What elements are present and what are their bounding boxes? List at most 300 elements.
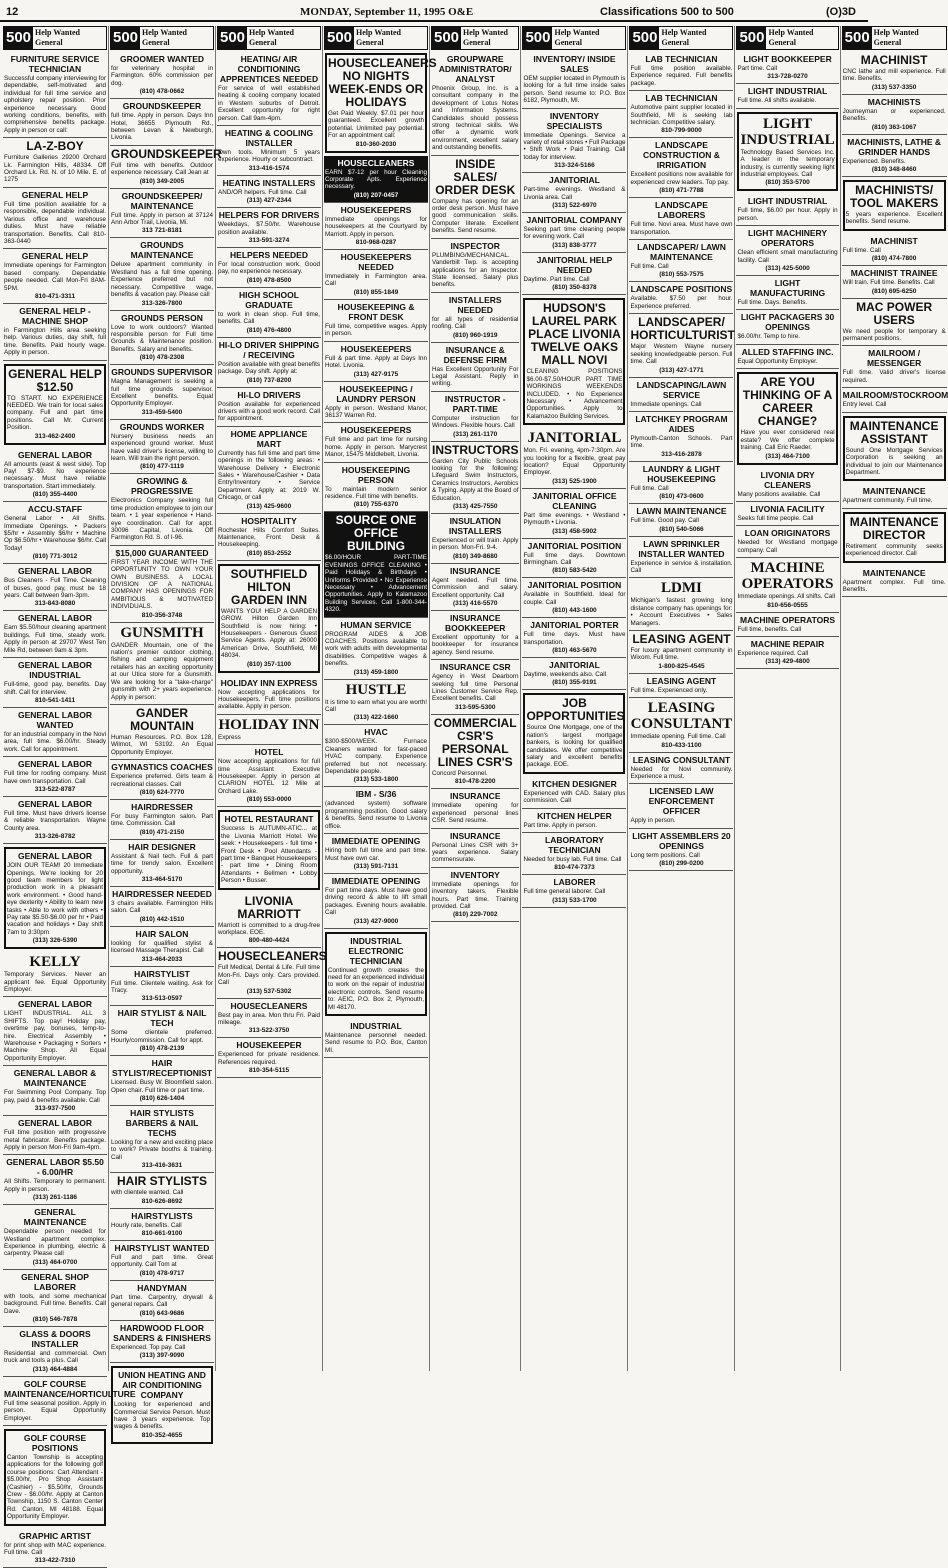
ad-title: GROUNDSKEEPER/ MAINTENANCE [121,190,203,211]
ad-body: Apply in person. [630,817,676,825]
banner-number: 500 [737,27,766,49]
ad-phone: (810) 855-1849 [353,288,399,296]
ad-phone: 313-416-3631 [141,1162,183,1170]
classified-ad [843,180,946,231]
ad-title: INSPECTOR [450,240,500,251]
ad-phone: 810-352-4655 [141,1431,183,1439]
ad-title: JANITORIAL COMPANY [526,215,623,226]
ad-title: LIGHT PACKAGERS 30 OPENINGS [740,312,835,333]
ad-title: MACHINIST [860,53,928,67]
ad-phone: (313) 838-3777 [552,241,597,249]
ad-body: Full Medical, Dental & Life. Full time Mon-Fri. Days only. Cars provided. Call [218,964,320,987]
ad-body: Full time position available for a responsible, dependable individual. Various office and warehouse duties. Must have reliable transportation. Benefits. Call 810-363-0440 [4,200,106,245]
page-header [0,6,868,22]
ad-title: GROOMER WANTED [119,54,205,64]
ad-phone: (313) 429-4800 [765,658,810,666]
ad-title: LAB TECHNICIAN [645,54,718,64]
ad-phone: (810) 546-7878 [32,1315,78,1323]
ad-title: FURNITURE SERVICE TECHNICIAN [10,54,100,74]
ad-title: MACHINE OPERATORS [740,614,836,625]
classified-ad [842,566,947,598]
ad-body: $6.00/HOUR PART-TIME EVENINGS OFFICE CLEANING • Paid Holidays & Birthdays • Uniforms Provided • No Experience Necessary • Advancement Opportunities. Apply to Kalamazoo Building Services. Call 1-800-344-4320. [325,554,427,614]
classified-ad [3,188,107,249]
ad-body: Full time seasonal position. Apply in person. Equal Opportunity Employer. [4,1399,106,1422]
classified-ad [522,489,626,539]
ad-title: HUSTLE [345,681,407,698]
ad-phone: 313-513-0597 [141,995,183,1003]
ad-title: LIGHT MANUFACTURING [750,278,826,299]
classified-ad [522,428,626,489]
classified-ad [522,173,626,213]
classified-ad [217,248,321,288]
classifications-range: Classifications 500 to 500 [600,6,734,18]
section-banner [522,26,626,50]
classified-ad [324,156,428,203]
classified-ad [110,840,214,887]
ad-title: LICENSED LAW ENFORCEMENT OFFICER [648,786,715,817]
ad-body: Long term positions. Call [630,851,700,859]
classified-ad [217,427,321,514]
classified-ad [629,378,733,412]
ad-body: Seeking part time cleaning people for evening work. Call [523,226,626,241]
ad-title: GENERAL LABOR INDUSTRIAL [18,660,92,681]
ad-title: HEATING & COOLING INSTALLER [224,128,314,149]
ad-title: INVENTORY [450,869,500,880]
classified-ad [110,887,214,927]
ad-body: Computer instruction for Windows. Flexible hours. Call [432,414,519,430]
ad-phone: (810) 478-2139 [139,1045,185,1053]
classified-ad [522,658,626,690]
ad-title: LAWN SPRINKLER INSTALLER WANTED [638,538,725,559]
ad-title: MAINTENANCE ASSISTANT [849,418,939,446]
ad-body: Apartment community. Full time. [842,497,933,505]
ad-title: HOUSEKEEPER [236,1040,302,1051]
ad-title: LEASING AGENT [646,675,717,686]
ad-title: JANITORIAL PORTER [530,620,619,631]
column-1 [2,26,136,1565]
ad-phone: (810) 626-1404 [139,1095,185,1103]
ad-body: Full and part time. Great opportunity. Call Tom at [111,1254,213,1269]
ad-body: Immediate openings for housekeepers at the Courtyard by Marriott. Apply in person. [325,215,427,238]
classified-ad [629,578,733,631]
ad-body: Full time days. Must have transportation. [523,631,626,646]
classified-ad [522,578,626,618]
ad-title: GROWING & PROGRESSIVE [131,476,193,497]
classified-ad [110,1241,214,1281]
classified-ad [3,611,107,658]
ad-phone: (810) 478-9717 [139,1269,185,1277]
ad-title: JANITORIAL HELP NEEDED [536,254,613,275]
classified-ad [3,757,107,797]
ad-title: GROUNDS PERSON [121,312,203,323]
classified-ad [629,674,733,698]
ad-title: MACHINIST TRAINEE [850,268,938,279]
ad-body: Needed for Novi community. Experience a must. [630,765,733,780]
classified-ad [842,266,947,298]
ad-title: HOUSECLEANERS [218,949,327,964]
ad-title: INSULATION INSTALLERS [448,516,502,536]
classified-ad [629,537,733,579]
classified-ad [431,156,519,239]
ad-title: JANITORIAL [549,660,600,670]
classified-ad [736,194,838,226]
classified-ad [110,420,214,475]
section-banner [431,26,519,50]
banner-number: 500 [432,27,461,49]
ad-body: Nursery business needs an experienced ground worker. Must have valid driver's license, willing to learn. Will train the right person. [111,432,213,462]
ad-body: Entry level. Call [842,401,887,409]
ad-body: Many positions available. Call [737,490,821,498]
ad-body: Full time, competitive wages. Apply in person. [325,322,427,338]
ad-title: GOLF COURSE POSITIONS [23,1433,87,1453]
ad-title: HI-LO DRIVERS [237,389,301,400]
classified-ad [629,282,733,314]
section-banner [629,26,733,50]
ad-title: MAILROOM / MESSENGER [866,348,922,369]
ad-body: For luxury apartment community in Wixom. Full time. [630,646,733,662]
ad-body: in Farmington Hills area seeking help. Various duties, day shift, full time. Benefits. Paid hourly wage. Apply in person. [4,326,106,357]
classified-ad [629,412,733,462]
classified-ad [629,784,733,828]
ad-title: HOLIDAY INN EXPRESS [220,677,318,688]
ad-body: Experience preferred. Girls team & recreational classes. Call [111,773,213,788]
ad-body: Immediate opening. Full time. Call [630,733,726,741]
classified-ad [3,1066,107,1116]
ad-title: HOUSECLEANERS [337,157,415,168]
ad-title: GENERAL LABOR [18,566,92,577]
ad-title: GLASS & DOORS INSTALLER [19,1328,91,1349]
ad-body: TO START. NO EXPERIENCE NEEDED. We train for local sales company. Full and part time positions. Call Mr. Current Position. [7,394,103,432]
ad-title: SOURCE ONE OFFICE BUILDING [335,513,417,554]
classified-ad [431,564,519,611]
ad-body: Mon. Fri. evening, 4pm-7:30pm. Are you looking for a flexible, great pay location? Equal Opportunity Employer. [523,447,626,477]
ad-title: GENERAL SHOP LABORER [21,1271,89,1292]
ad-phone: (313) 425-9600 [246,502,292,510]
ad-title: HAIR STYLISTS [116,1174,207,1189]
ad-phone: 313-416-2878 [661,450,702,458]
classified-ad [217,208,321,248]
ad-title: KELLY [29,954,81,971]
ad-title: MACHINE OPERATORS [741,560,834,593]
ad-body: Hiring both full time and part time. Must have own car. [325,847,427,862]
ad-title: LOAN ORIGINATORS [744,528,831,539]
ad-body: 5 years experience. Excellent benefits. Send resume. [845,211,943,226]
ad-body: PROGRAM AIDES & JOB COACHES. Positions available to work with adults with developmental disabilities. Competitive wages & benefits. [325,630,427,668]
classified-ad [3,448,107,503]
ad-phone: 810-356-3748 [141,611,183,619]
classified-ad [217,388,321,427]
banner-label: Help Wanted General [463,28,509,47]
ad-body: Full time position available. Experience required. Full benefits package. [630,65,733,87]
classified-ad [842,299,947,347]
ad-body: GANDER Mountain, one of the nation's premier outdoor clothing, fishing and camping equipment retailers has an exciting opportunity at our Utica store for a Gunsmith. We are looking for a "take-charge" gunsmith with 2+ years experience. Apply in person: [111,641,213,701]
ad-body: Love to work outdoors? Wanted responsible person for Full time Grounds & Maintenance position. Benefits. Salary and benefits. [111,323,213,353]
ad-phone: (313) 425-5000 [765,265,810,273]
ad-body: Continued growth creates the need for an experienced individual to work on the repair of industrial electronic controls. Send resume to: AEIC, P.O. Box 2, Plymouth, MI 48170. [328,966,424,1011]
classified-ad [218,810,320,889]
ad-body: Full time. Experienced only. [630,686,708,694]
ad-title: HELPERS NEEDED [230,250,308,261]
ad-phone: (313) 533-1800 [353,776,399,784]
ad-title: GENERAL LABOR [18,1118,92,1129]
classified-ad [736,468,838,502]
ad-title: HOUSEKEEPERS NEEDED [340,252,412,273]
classified-ad [3,797,107,844]
classified-ad [3,1529,107,1568]
classified-ad [3,708,107,757]
classified-ad [324,382,428,424]
ad-phone: (313) 326-5390 [32,937,78,945]
banner-label: Help Wanted General [142,28,188,47]
ad-phone: 313-326-8782 [34,833,76,841]
ad-title: HAIRSTYLIST [134,968,190,979]
ad-body: Daytime. Part time. Call [523,275,590,283]
ad-phone: 313-462-2400 [34,432,76,440]
ad-body: Plymouth-Canton Schools. Part time. [630,434,733,450]
classified-ad [629,698,733,752]
ad-title: COMMERCIAL CSR'S PERSONAL LINES CSR'S [433,715,517,769]
ad-body: Licensed. Busy W. Bloomfield salon. Open chair. Full time or part time. [111,1079,213,1094]
classified-ad [3,249,107,304]
ad-body: Rochester Hills Comfort Suites. Maintenance, Front Desk & Housekeeping. [218,526,320,549]
ad-title: LIGHT INDUSTRIAL [747,86,828,97]
ad-phone: 313-326-7800 [141,299,183,307]
ad-phone: (313) 427-2344 [246,197,292,205]
ad-body: Express [218,733,241,741]
ad-phone: (810) 695-6250 [871,287,917,295]
ad-body: Daytime, weekends also. Call [523,671,607,678]
section-banner [842,26,947,50]
ad-phone: (810) 471-7788 [659,187,704,195]
ad-body: Full time for roofing company. Must have own transportation. Call [4,770,106,785]
ad-phone: (313) 537-5302 [246,987,292,995]
classified-ad [431,392,519,442]
ad-phone: 313-416-1574 [248,164,290,172]
ad-body: Agent needed. Full time. Commission and salary. Excellent opportunity. Call [432,576,519,599]
ad-phone: 313-464-2033 [141,955,183,963]
classified-ad [843,512,946,563]
classified-ad [110,800,214,840]
classified-ad [110,311,214,366]
ad-phone: (810) 443-1600 [552,607,597,615]
classified-ad [522,618,626,658]
ad-phone: (810) 478-0662 [139,88,185,96]
classified-ad [110,52,214,99]
ad-body: Full time. Call [630,263,669,271]
ad-title: GENERAL HELP $12.50 [8,366,102,394]
ad-title: INDUSTRIAL [350,1020,402,1031]
ad-phone: 313-591-3274 [248,237,290,245]
banner-number: 500 [111,27,140,49]
ad-phone: (313) 427-9000 [353,917,399,925]
ad-body: Full time. Good pay. Call [630,517,699,525]
ad-phone: (810) 229-7002 [453,911,498,919]
ad-body: Human Resources. P.O. Box 128, Wilmot, WI 53192. An Equal Opportunity Employer. [111,733,213,756]
classified-ad [3,564,107,611]
classified-ad [324,874,428,929]
classified-ad [217,745,321,807]
classified-ad [110,99,214,146]
classified-ad [217,52,321,126]
ad-body: Immediately in Farmington area. Call [325,273,427,288]
ad-title: HOTEL [254,747,284,758]
ad-body: CLEANING POSITIONS $6.00-$7.50/HOUR PART TIME WORKINGS WEEKENDS INCLUDED. • No Experience Necessary • Advancement Opportunities. Apply to Kalamazoo Building Services. [526,368,623,420]
ad-title: LDMI [661,580,702,597]
classified-ad [110,927,214,967]
ad-phone: 810-656-0555 [767,601,808,609]
ad-body: Will train. Full time. Benefits. Call [842,279,935,287]
ad-body: Experienced with CAD. Salary plus commission. Call [523,789,626,805]
classified-ad [217,676,321,715]
page-number: 12 [6,6,19,18]
ad-title: LIGHT MACHINERY OPERATORS [748,228,828,249]
ad-body: Now accepting applications for full time Assistant Executive Housekeeper. Apply in person at CLARION HOTEL 12 Mile at Orchard Lake. [218,758,320,795]
ad-phone: (810) 478-2308 [139,354,185,362]
classified-ad [110,1209,214,1241]
ad-body: Furniture Galleries 29200 Orchard Lk. Farmington Hills, 48334. Off Orchard Lk. Rd. N. of 10 Mile. E. of 1275 [4,154,106,184]
ad-body: Automotive paint supplier located in Southfield, MI is seeking lab technician. Competitive salary. [630,104,733,127]
classified-ad [522,539,626,579]
classified-ad [736,84,838,108]
ad-title: HAIRDRESSER [131,801,193,812]
section-label: (O)3D [826,6,856,18]
classified-ad [522,875,626,907]
ad-title: INSTALLERS NEEDED [448,294,502,315]
ad-title: JOB OPPORTUNITIES [526,696,625,724]
ad-phone: (810) 474-7800 [871,255,917,263]
classified-ad [217,948,327,998]
ad-title: HOME APPLIANCE MART [230,428,308,449]
ad-title: MACHINISTS, LATHE & GRINDER HANDS [847,136,942,157]
ad-title: HUMAN SERVICE [340,619,412,630]
ad-title: GENERAL HELP [21,189,89,200]
ad-title: MACHINE REPAIR [750,638,825,649]
ad-body: Michigan's fastest growing long distance company has openings for: • Account Executives • Sales Managers. [630,597,733,627]
ad-phone: 810-968-0287 [355,239,397,247]
classified-ad [431,52,519,156]
ad-title: MAC POWER USERS [856,299,933,327]
ad-title: KITCHEN DESIGNER [532,778,617,789]
ad-title: SOUTHFIELD HILTON GARDEN INN [230,566,308,607]
classified-ad [842,135,947,177]
classified-ad [522,809,626,833]
classified-ad [110,1281,214,1321]
ad-body: Residential and commercial. Own truck and tools a plus. Call [4,1349,106,1365]
banner-number: 500 [4,27,33,49]
ad-title: ACCU-STAFF [27,504,83,515]
ad-title: GENERAL LABOR [18,999,92,1010]
ad-title: LEASING CONSULTANT [632,754,731,765]
classified-ad [522,52,626,109]
banner-number: 500 [325,27,354,49]
ad-body: Position available with great benefits package. Day shift. Apply at: [218,360,320,376]
ad-body: Seeks full time people. Call [737,514,814,522]
classified-ad [110,705,214,760]
ad-body: Apartment complex. Full time. Benefits. [842,578,946,593]
ad-body: Full time. Clientele waiting. Ask for Tracy. [111,979,213,994]
ad-title: LANDSCAPING/LAWN SERVICE [636,379,727,400]
classified-ad [3,304,107,361]
classified-ad [110,1106,214,1173]
ad-body: We need people for temporary & permanent positions. [842,327,946,343]
classified-ad [523,298,625,425]
ad-body: Experience in service & installation. Call [630,559,733,574]
classified-ad [431,868,519,923]
ad-body: Technology Based Services Inc. A leader in the temporary industry, is currently seeking light industrial employees. Call [740,148,835,179]
classified-ad [522,777,626,809]
ad-phone: 313-595-5300 [454,703,496,711]
ad-title: LAUNDRY & LIGHT HOUSEKEEPING [642,463,721,484]
ad-title: GENERAL LABOR & MAINTENANCE [13,1068,97,1089]
ad-body: Full time. Days. Benefits. [737,299,808,307]
ad-phone: 810-478-2200 [454,778,496,786]
ad-phone: (313) 458-5902 [552,527,597,535]
ad-body: Excellent opportunity for a bookkeeper for insurance agency. Send resume. [432,634,519,656]
classified-ad [629,504,733,536]
ad-title: INVENTORY/ INSIDE SALES [533,54,616,74]
ad-title: HAIRSTYLISTS [131,1210,193,1221]
classified-ad [431,715,519,789]
banner-number: 500 [523,27,552,49]
column-2 [109,26,222,1439]
ad-body: WANTS YOU! HELP A GARDEN GROW. Hilton Garden Inn Southfield is now hiring: • Housekeepers - Generous Guest Service Agents. Apply at: 26000 American Drive, Southfield, MI 48034. [221,607,317,660]
ad-title: GOLF COURSE MAINTENANCE/HORTICULTURE [4,1378,136,1399]
ad-title: GENERAL LABOR [18,798,92,809]
ad-body: Full time. Must have drivers license & reliable transportation. Wayne County area. [4,809,106,832]
banner-label: Help Wanted General [356,28,402,47]
ad-title: HARDWOOD FLOOR SANDERS & FINISHERS [113,1322,211,1343]
column-5 [430,26,521,1371]
ad-title: INSTRUCTORS [432,442,519,457]
ad-title: HAIRDRESSER NEEDED [112,888,212,899]
section-banner [217,26,321,50]
classified-ad [324,725,428,787]
classified-ad [842,52,947,95]
ad-body: Own tools. Minimum 5 years experience. Hourly or subcontract. [218,149,320,164]
ad-title: GROUNDS SUPERVISOR [111,367,213,378]
classified-ad [324,618,428,680]
ad-phone: (810) 207-0457 [353,191,399,199]
ad-phone: (810) 737-8200 [246,376,292,384]
ad-body: 3 chairs available. Farmington Hills salon. Call [111,899,213,915]
ad-title: HOUSEKEEPING & FRONT DESK [337,301,415,322]
ad-body: Magna Management is seeking a full time grounds supervisor. Excellent benefits. Equal Opportunity Employer. [111,378,213,408]
ad-title: $15,000 GUARANTEED [115,547,209,558]
classified-ad [3,138,107,188]
ad-phone: (313) 422-1660 [353,714,399,722]
ad-body: Now accepting applications for Housekeepers. Full time positions available. Apply in person. [218,688,320,711]
banner-label: Help Wanted General [554,28,600,47]
ad-phone: (810) 471-2150 [139,828,185,836]
ad-phone: 313-324-5166 [554,162,595,170]
ad-phone: 313-422-7310 [34,1557,76,1565]
ad-title: HOUSEKEEPERS [340,204,412,215]
ad-title: HAIR DESIGNER [128,841,196,852]
ad-phone: (313) 425-7550 [453,503,498,510]
classified-ad [3,952,107,997]
classified-ad [324,300,428,342]
ad-body: to work in clean shop. Full time, benefits. Call [218,310,320,326]
ad-title: INDUSTRIAL ELECTRONIC TECHNICIAN [348,935,404,966]
ad-body: $300-$500/WEEK. Furnace Cleaners wanted for fast-paced HVAC company. Experience preferred but not necessary. Dependable people. [325,738,427,776]
classified-ad [736,637,838,669]
ad-title: IMMEDIATE OPENING [331,836,421,847]
ad-phone: (810) 643-9686 [139,1309,185,1317]
ad-body: JOIN OUR TEAM! 20 Immediate Openings. We're looking for 20 good team members for light production work in a pleasant work environment. • Good hand-eye dexterity • Ability to learn new tasks • Able to work with others • Pay rate $5.50-$6.00 per hr • Paid vacation and holidays • Day shift 7am to 3:30pm [7,862,103,936]
ad-body: Weekdays, $7.50/hr. Warehouse position available. [218,221,320,236]
ad-title: HOTEL RESTAURANT [224,814,314,825]
classified-ad [736,526,838,558]
